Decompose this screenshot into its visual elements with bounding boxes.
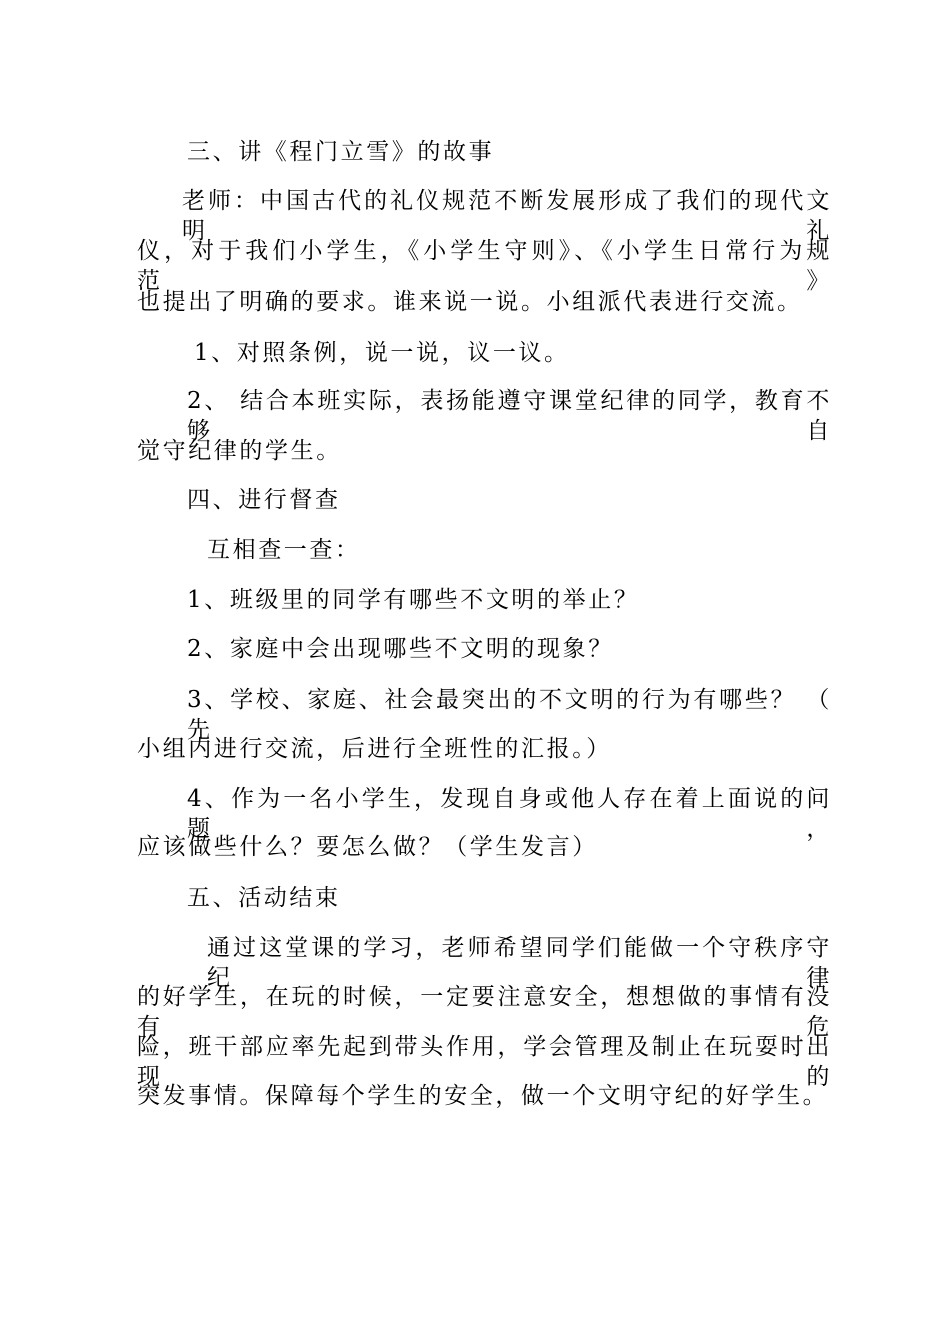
section-4-question-4-line-2: 应该做些什么？要怎么做？（学生发言） <box>137 834 598 860</box>
section-4-question-1: 1、班级里的同学有哪些不文明的举止？ <box>187 587 640 613</box>
section-5-heading: 五、活动结束 <box>187 885 341 911</box>
section-5-paragraph-line-4: 突发事情。保障每个学生的安全，做一个文明守纪的好学生。 <box>137 1083 829 1109</box>
section-5-paragraph-line-3: 险，班干部应率先起到带头作用，学会管理及制止在玩耍时出现的 <box>137 1034 832 1090</box>
section-3-paragraph-line-2: 仪，对于我们小学生，《小学生守则》、《小学生日常行为规范》 <box>137 238 832 294</box>
section-3-item-2-line-2: 觉守纪律的学生。 <box>137 438 342 464</box>
section-3-item-1: 1、对照条例，说一说，议一议。 <box>194 340 570 366</box>
section-3-paragraph-line-1: 老师：中国古代的礼仪规范不断发展形成了我们的现代文明礼 <box>182 188 832 244</box>
section-5-paragraph-line-2: 的好学生，在玩的时候，一定要注意安全，想想做的事情有没有危 <box>137 984 832 1040</box>
section-4-question-3-line-2: 小组内进行交流，后进行全班性的汇报。） <box>137 736 612 762</box>
section-3-paragraph-line-3: 也提出了明确的要求。谁来说一说。小组派代表进行交流。 <box>137 289 803 315</box>
section-5-paragraph-line-1: 通过这堂课的学习，老师希望同学们能做一个守秩序守纪律 <box>207 935 832 991</box>
section-4-intro: 互相查一查： <box>207 537 361 563</box>
section-4-question-4-line-1: 4、作为一名小学生，发现自身或他人存在着上面说的问题， <box>187 786 832 842</box>
section-4-heading: 四、进行督查 <box>187 487 341 513</box>
section-3-item-2-line-1: 2、 结合本班实际，表扬能遵守课堂纪律的同学，教育不够自 <box>187 388 832 444</box>
section-4-question-3-line-1: 3、学校、家庭、社会最突出的不文明的行为有哪些？ （ 先 <box>187 687 832 743</box>
section-4-question-2: 2、家庭中会出现哪些不文明的现象？ <box>187 636 614 662</box>
section-3-heading: 三、讲《程门立雪》的故事 <box>187 139 495 165</box>
